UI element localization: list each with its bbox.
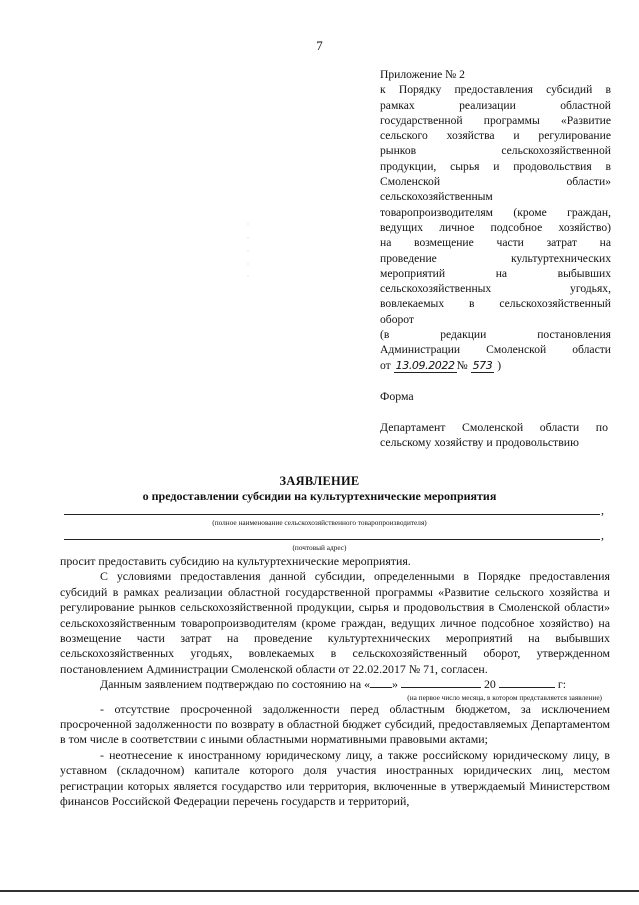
appendix-line: вовлекаемых в сельскохозяйственный [380, 297, 611, 311]
appendix-line: Приложение № 2 [380, 68, 465, 81]
item-not-foreign: - неотнесение к иностранному юридическому лицу, а также российскому юридическому лицу, в уставном (складочном) капитале которого доля участия иностранных юридических лиц, местом регистрации которых является государство или территория, включенные в утверждаемый Министерством финансов Российской Федерации перечень государств и территорий, [60, 747, 610, 809]
confirm-year: 20 [483, 677, 496, 692]
line-comma: , [601, 528, 604, 542]
date-prefix: от [380, 358, 391, 372]
appendix-line: сельскохозяйственных угодьях, [380, 282, 611, 296]
postal-address-line[interactable] [64, 538, 600, 540]
confirm-mid: » [392, 677, 398, 692]
page-number: 7 [316, 38, 323, 53]
appendix-date-line [380, 359, 501, 373]
appendix-line: Смоленской области» [380, 175, 611, 189]
conditions-paragraph: С условиями предоставления данной субсидии, определенными в Порядке предоставления субсидий в рамках реализации областной государственной программы «Развитие сельского хозяйства и регулирование рынков сельскохозяйственной продукции, сырья и продовольствия в Смоленской области» сельскохозяйственным товаропроизводителям (кроме граждан, ведущих личное подсобное хозяйство) на возмещение части затрат на проведение культуртехнических мероприятий на выбывших сельскохозяйственных угодьях, вовлекаемых в сельскохозяйственный оборот, утвержденном постановлением Администрации Смоленской области от 22.02.2017 № 71, согласен. [60, 569, 610, 676]
application-body [60, 554, 610, 810]
appendix-line: проведение культуртехнических [380, 251, 611, 265]
appendix-line: (в редакции постановления [380, 328, 611, 342]
year-blank[interactable] [499, 677, 555, 688]
form-label: Форма [380, 389, 414, 403]
month-blank[interactable] [401, 677, 481, 688]
confirm-suffix: г: [557, 677, 567, 692]
document-title: ЗАЯВЛЕНИЕ [279, 474, 360, 488]
confirm-date-line [60, 677, 610, 692]
appendix-line: сельскохозяйственным [380, 190, 493, 204]
date-note: (на первое число месяца, в котором представляется заявление) [407, 692, 602, 702]
appendix-line: на возмещение части затрат на [380, 236, 611, 250]
handwritten-date: 13.09.2022 [395, 358, 455, 372]
page-bottom-edge [0, 890, 639, 892]
handwritten-number: 573 [472, 358, 493, 372]
day-blank[interactable] [370, 677, 392, 688]
item-no-debt: - отсутствие просроченной задолженности перед областным бюджетом, за исключением просроченной задолженности по возврату в областной бюджет субсидий, предоставляемых Департаментом в том числе в соответствии с иными областными нормативными правовыми актами; [60, 701, 610, 747]
department-addressee: Департамент Смоленской области по сельскому хозяйству и продовольствию [380, 420, 608, 449]
appendix-line: ведущих личное подсобное хозяйство) [380, 220, 611, 234]
appendix-line: Администрации Смоленской области [380, 343, 611, 357]
appendix-line: продукции, сырья и продовольствия в [380, 159, 611, 173]
caption-applicant-name: (полное наименование сельскохозяйственного товаропроизводителя) [212, 518, 427, 527]
applicant-name-line[interactable] [64, 513, 600, 515]
appendix-line: к Порядку предоставления субсидий в [380, 83, 611, 97]
request-paragraph: просит предоставить субсидию на культуртехнические мероприятия. [60, 554, 411, 568]
appendix-line: рынков сельскохозяйственной [380, 144, 611, 158]
appendix-line: мероприятий на выбывших [380, 266, 611, 280]
number-sign: № [456, 358, 468, 372]
line-comma: , [601, 503, 604, 517]
appendix-line: товаропроизводителям (кроме граждан, [380, 205, 611, 219]
scan-artifact [247, 220, 249, 280]
confirm-prefix: Данным заявлением подтверждаю по состоянию на « [100, 677, 371, 692]
close-paren: ) [497, 358, 502, 372]
appendix-line: сельского хозяйства и регулирование [380, 129, 611, 143]
appendix-line: рамках реализации областной [380, 98, 611, 112]
caption-postal-address: (почтовый адрес) [292, 543, 347, 552]
appendix-line: оборот [380, 312, 414, 326]
document-subtitle: о предоставлении субсидии на культуртехнические мероприятия [142, 489, 497, 503]
appendix-line: государственной программы «Развитие [380, 113, 611, 127]
appendix-header [380, 67, 611, 373]
